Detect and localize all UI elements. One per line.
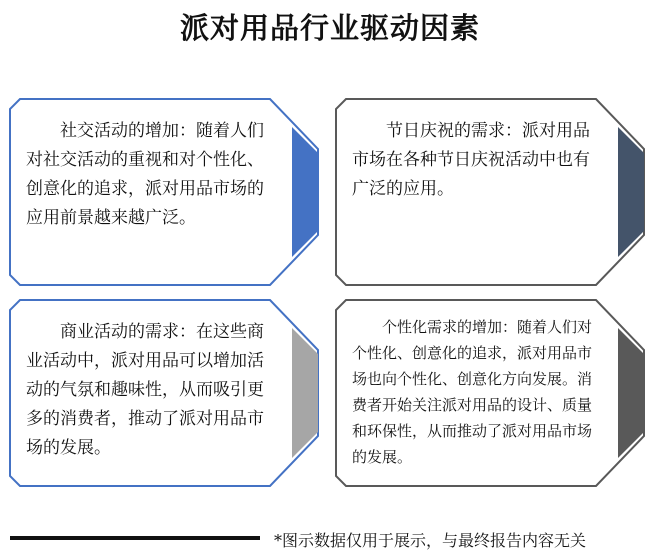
diagram-title: 派对用品行业驱动因素 [179, 11, 480, 45]
driver-card-holiday [332, 95, 654, 289]
card-text: 商业活动的需求：在这些商业活动中，派对用品可以增加活动的气氛和趣味性，从而吸引更多的消费者，推动了派对用品市场的发展。 [26, 322, 264, 458]
driver-card-personalization [332, 296, 654, 490]
footer-note: *图示数据仅用于展示，与最终报告内容无关 [274, 531, 587, 550]
driver-card-social [6, 95, 328, 289]
footer-divider [10, 536, 260, 540]
card-text: 社交活动的增加：随着人们对社交活动的重视和对个性化、创意化的追求，派对用品市场的应用前景越来越广泛。 [26, 121, 264, 228]
driver-card-business [6, 296, 328, 490]
card-text: 个性化需求的增加：随着人们对个性化、创意化的追求，派对用品市场也向个性化、创意化方向发展。消费者开始关注派对用品的设计、质量和环保性，从而推动了派对用品市场的发展。 [352, 318, 593, 466]
card-text: 节日庆祝的需求：派对用品市场在各种节日庆祝活动中也有广泛的应用。 [352, 121, 590, 199]
